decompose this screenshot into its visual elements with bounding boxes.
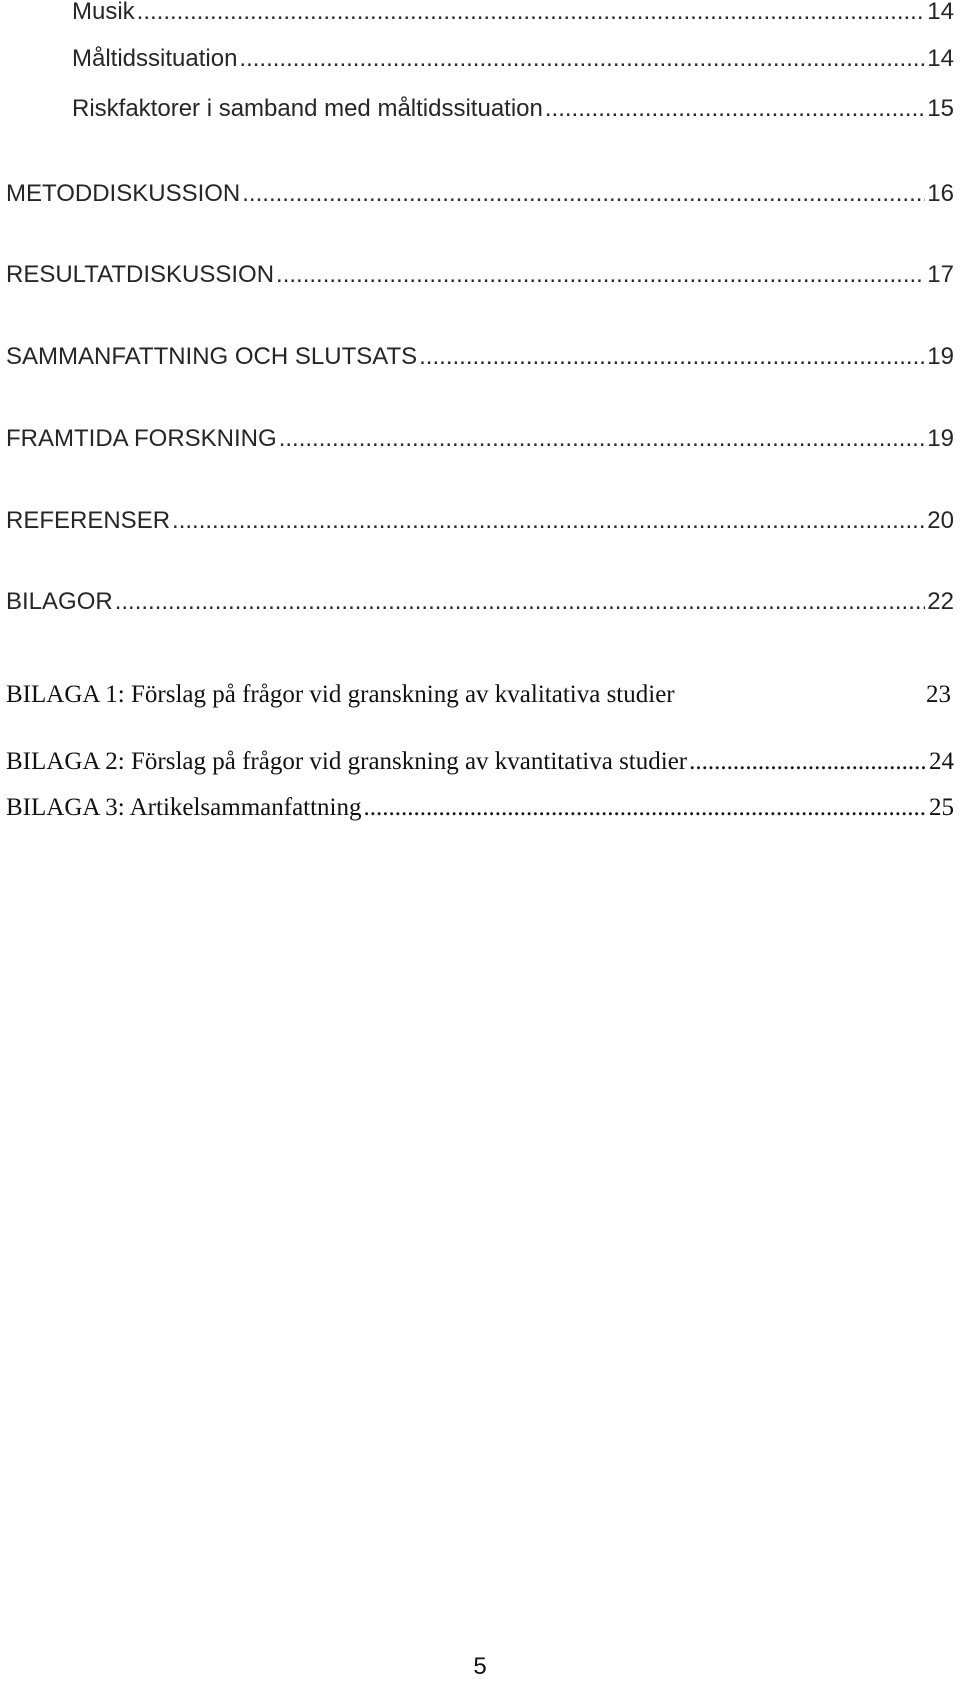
- toc-entry-page: 24: [929, 748, 954, 775]
- toc-dot-leader: [689, 749, 927, 774]
- toc-entry-label: Riskfaktorer i samband med måltidssituation: [72, 95, 543, 122]
- toc-entry-referenser[interactable]: [6, 509, 954, 533]
- toc-dot-leader: [115, 590, 926, 614]
- toc-entry-label: BILAGA 1: Förslag på frågor vid granskning av kvalitativa studier: [6, 681, 675, 708]
- toc-dot-leader: [276, 263, 925, 287]
- toc-entry-label: REFERENSER: [6, 507, 171, 534]
- toc-entry-label: Måltidssituation: [72, 45, 238, 72]
- toc-entry-label: FRAMTIDA FORSKNING: [6, 425, 277, 452]
- toc-entry-framtida-forskning[interactable]: [6, 427, 954, 451]
- toc-entry-bilagor[interactable]: [6, 590, 954, 614]
- page-number: 5: [473, 1653, 487, 1680]
- toc-entry-label: METODDISKUSSION: [6, 180, 241, 207]
- toc-entry-maltidssituation[interactable]: [72, 47, 954, 71]
- toc-entry-page: 19: [927, 425, 954, 452]
- toc-entry-label: Musik: [72, 0, 135, 25]
- toc-dot-leader: [137, 0, 926, 24]
- toc-dot-leader: [242, 182, 925, 206]
- toc-entry-page: 15: [927, 95, 954, 122]
- toc-dot-leader: [239, 47, 925, 71]
- toc-entry-bilaga-1[interactable]: [6, 682, 951, 707]
- toc-entry-page: 22: [927, 588, 954, 615]
- toc-entry-page: 23: [926, 681, 951, 708]
- toc-dot-leader: [364, 795, 927, 820]
- toc-entry-page: 16: [927, 180, 954, 207]
- toc-dot-leader: [419, 345, 925, 369]
- toc-dot-leader: [545, 97, 925, 121]
- toc-entry-musik[interactable]: [72, 0, 954, 24]
- toc-dot-leader: [279, 427, 926, 451]
- toc-entry-label: RESULTATDISKUSSION: [6, 261, 275, 288]
- toc-entry-page: 14: [927, 0, 954, 25]
- toc-entry-label: SAMMANFATTNING OCH SLUTSATS: [6, 343, 418, 370]
- toc-entry-label: BILAGA 3: Artikelsammanfattning: [6, 794, 362, 821]
- toc-entry-bilaga-3[interactable]: [6, 795, 954, 820]
- toc-entry-page: 19: [927, 343, 954, 370]
- toc-entry-riskfaktorer[interactable]: [72, 97, 954, 121]
- toc-entry-bilaga-2[interactable]: [6, 749, 954, 774]
- toc-entry-label: BILAGOR: [6, 588, 113, 615]
- toc-entry-page: 14: [927, 45, 954, 72]
- toc-entry-sammanfattning[interactable]: [6, 345, 954, 369]
- toc-entry-page: 17: [927, 261, 954, 288]
- toc-entry-metoddiskussion[interactable]: [6, 182, 954, 206]
- toc-entry-resultatdiskussion[interactable]: [6, 263, 954, 287]
- toc-entry-page: 20: [927, 507, 954, 534]
- toc-dot-leader: [172, 509, 925, 533]
- toc-entry-label: BILAGA 2: Förslag på frågor vid granskning av kvantitativa studier: [6, 748, 688, 775]
- toc-entry-page: 25: [929, 794, 954, 821]
